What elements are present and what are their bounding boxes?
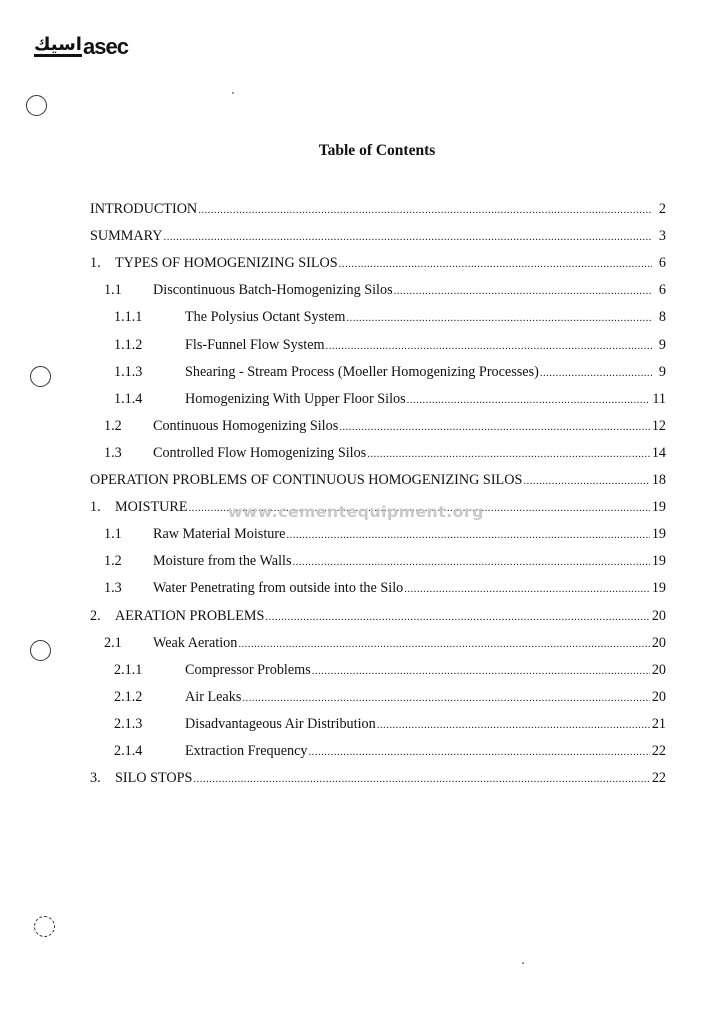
dot-leader: [339, 254, 652, 274]
toc-entry-title: OPERATION PROBLEMS OF CONTINUOUS HOMOGENIZING SILOS: [90, 472, 523, 488]
toc-entry[interactable]: [0, 714, 724, 734]
watermark: www.cementequipment.org: [228, 503, 484, 521]
toc-entry-title: Discontinuous Batch-Homogenizing Silos: [153, 282, 393, 299]
toc-entry-page: 18: [651, 472, 666, 488]
toc-entry-page: 22: [651, 770, 666, 787]
toc-entry-page: 20: [651, 661, 666, 678]
toc-entry-title: SILO STOPS: [115, 770, 193, 787]
toc-entry-page: 22: [651, 743, 666, 759]
dot-leader: [193, 769, 649, 789]
toc-entry-title: INTRODUCTION: [90, 201, 198, 217]
toc-entry-number: 1.: [90, 255, 101, 272]
dot-leader: [523, 471, 649, 491]
toc-entry-page: 6: [658, 255, 666, 272]
toc-entry-title: Homogenizing With Upper Floor Silos: [185, 390, 406, 407]
toc-entry-title: Water Penetrating from outside into the Silo: [153, 580, 404, 597]
toc-entry-number: 1.1.1: [114, 309, 143, 326]
toc-entry-title: Moisture from the Walls: [153, 553, 292, 570]
dot-leader: [407, 390, 651, 410]
toc-entry-number: 3.: [90, 770, 101, 787]
toc-entry[interactable]: [0, 307, 724, 327]
toc-entry[interactable]: [0, 768, 724, 788]
toc-entry-title: Air Leaks: [185, 688, 242, 705]
toc-entry-page: 20: [651, 634, 666, 651]
toc-entry-page: 19: [651, 580, 666, 597]
toc-entry[interactable]: [0, 687, 724, 707]
toc-entry-page: 19: [651, 553, 666, 570]
toc-entry-number: 2.1.1: [114, 661, 143, 678]
toc-entry-title: The Polysius Octant System: [185, 309, 346, 326]
dot-leader: [238, 634, 649, 654]
toc-entry-title: Continuous Homogenizing Silos: [153, 417, 339, 434]
toc-entry-number: 2.1.4: [114, 743, 143, 759]
toc-entry[interactable]: [0, 551, 724, 571]
toc-entry[interactable]: [0, 633, 724, 653]
toc-entry-number: 2.1.2: [114, 688, 143, 705]
toc-entry-number: 1.1.3: [114, 363, 143, 380]
dot-leader: [286, 525, 649, 545]
toc-entry-page: 14: [651, 444, 666, 461]
dot-leader: [164, 227, 652, 247]
toc-entry-page: 11: [652, 390, 666, 407]
toc-entry[interactable]: [0, 578, 724, 598]
toc-entry-page: 20: [651, 607, 666, 624]
dot-leader: [309, 742, 650, 762]
toc-entry-page: 19: [651, 499, 666, 516]
dot-leader: [312, 661, 650, 681]
page-title: Table of Contents: [318, 142, 436, 159]
toc-entry-number: 1.1: [104, 526, 122, 543]
toc-entry-page: 9: [658, 336, 666, 353]
dot-leader: [540, 363, 652, 383]
dot-leader: [292, 552, 649, 572]
toc-entry-page: 3: [658, 228, 666, 245]
dot-leader: [404, 579, 650, 599]
toc-entry-title: Controlled Flow Homogenizing Silos: [153, 444, 367, 461]
toc-entry-title: AERATION PROBLEMS: [115, 607, 265, 624]
toc-entry-page: 9: [658, 363, 666, 380]
dot-leader: [346, 308, 652, 328]
toc-entry[interactable]: [0, 199, 724, 219]
toc-entry-number: 1.2: [104, 417, 122, 434]
toc-entry[interactable]: [0, 335, 724, 355]
dot-leader: [367, 444, 650, 464]
logo-arabic-text: اسيك: [34, 34, 82, 55]
dot-leader: [265, 607, 649, 627]
toc-entry-title: Compressor Problems: [185, 661, 311, 678]
toc-entry[interactable]: [0, 524, 724, 544]
toc-entry[interactable]: [0, 660, 724, 680]
dot-leader: [242, 688, 649, 708]
toc-entry[interactable]: [0, 226, 724, 246]
toc-entry-number: 1.3: [104, 444, 122, 461]
toc-entry-page: 2: [658, 201, 666, 217]
toc-entry-number: 1.: [90, 499, 101, 516]
toc-entry-page: 19: [651, 526, 666, 543]
toc-entry-title: MOISTURE: [115, 499, 188, 516]
toc-entry-page: 6: [658, 282, 666, 299]
toc-entry-page: 8: [658, 309, 666, 326]
dot-leader: [394, 281, 652, 301]
toc-entry[interactable]: [0, 443, 724, 463]
toc-entry[interactable]: [0, 606, 724, 626]
toc-entry-title: TYPES OF HOMOGENIZING SILOS: [115, 255, 338, 272]
toc-entry-title: Fls-Funnel Flow System: [185, 336, 325, 353]
toc-entry-page: 21: [651, 715, 666, 732]
toc-entry-title: Extraction Frequency: [185, 743, 308, 759]
dot-leader: [198, 200, 652, 220]
toc-entry-number: 1.1.2: [114, 336, 143, 353]
toc-entry-title: Disadvantageous Air Distribution: [185, 715, 376, 732]
toc-entry-number: 2.1: [104, 634, 122, 651]
toc-entry[interactable]: [0, 741, 724, 761]
logo-latin-text: asec: [82, 34, 128, 59]
toc-entry[interactable]: [0, 362, 724, 382]
toc-entry-title: Raw Material Moisture: [153, 526, 286, 543]
toc-entry[interactable]: [0, 253, 724, 273]
toc-entry-page: 12: [651, 417, 666, 434]
toc-entry-number: 2.1.3: [114, 715, 143, 732]
toc-entry-title: Weak Aeration: [153, 634, 238, 651]
toc-entry[interactable]: [0, 280, 724, 300]
toc-entry-number: 2.: [90, 607, 101, 624]
toc-entry[interactable]: [0, 389, 724, 409]
toc-entry-number: 1.2: [104, 553, 122, 570]
dot-leader: [339, 417, 650, 437]
dot-leader: [377, 715, 650, 735]
toc-entry-number: 1.3: [104, 580, 122, 597]
toc-entry[interactable]: [0, 470, 724, 490]
toc-entry-title: SUMMARY: [90, 228, 163, 245]
toc-entry-page: 20: [651, 688, 666, 705]
toc-entry-number: 1.1.4: [114, 390, 143, 407]
dot-leader: [326, 336, 652, 356]
toc-entry[interactable]: [0, 416, 724, 436]
toc-entry-title: Shearing - Stream Process (Moeller Homogenizing Processes): [185, 363, 539, 380]
toc-entry-number: 1.1: [104, 282, 122, 299]
